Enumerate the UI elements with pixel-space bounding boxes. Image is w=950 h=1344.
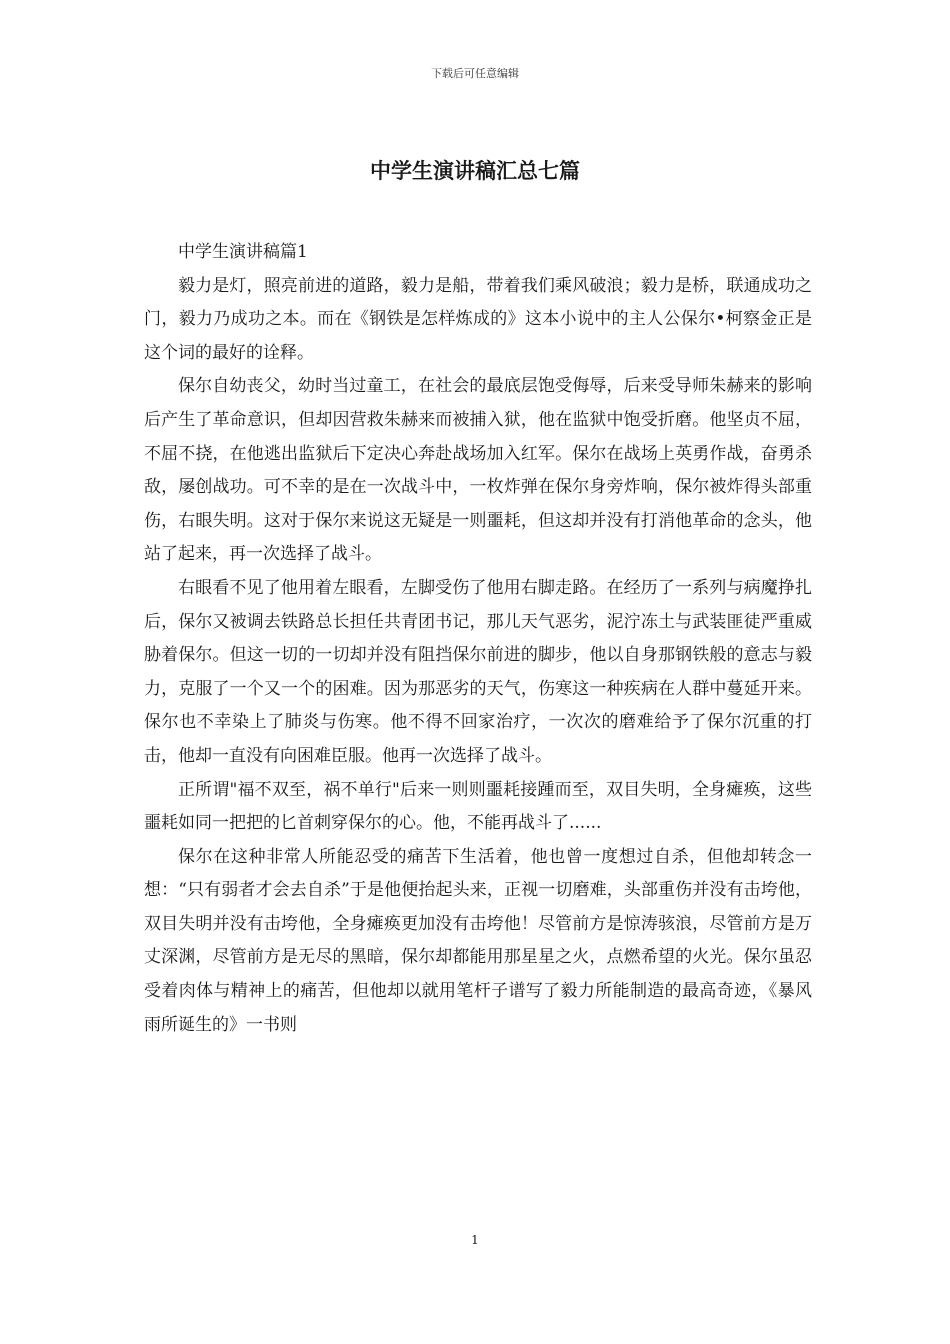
document-body — [144, 236, 812, 1042]
page-number: 1 — [471, 1233, 479, 1247]
paragraph: 正所谓"福不双至，祸不单行"后来一则则噩耗接踵而至，双目失明，全身瘫痪，这些噩耗如同一把把的匕首刺穿保尔的心。他，不能再战斗了...... — [144, 779, 812, 834]
document-title: 中学生演讲稿汇总七篇 — [370, 158, 580, 183]
paragraph: 毅力是灯，照亮前进的道路，毅力是船，带着我们乘风破浪；毅力是桥，联通成功之门，毅力乃成功之本。而在《钢铁是怎样炼成的》这本小说中的主人公保尔•柯察金正是这个词的最好的诠释。 — [144, 275, 812, 363]
paragraph: 保尔自幼丧父，幼时当过童工，在社会的最底层饱受侮辱，后来受导师朱赫来的影响后产生了革命意识，但却因营救朱赫来而被捕入狱，他在监狱中饱受折磨。他坚贞不屈，不屈不挠，在他逃出监狱后下定决心奔赴战场加入红军。保尔在战场上英勇作战，奋勇杀敌，屡创战功。可不幸的是在一次战斗中，一枚炸弹在保尔身旁炸响，保尔被炸得头部重伤，右眼失明。这对于保尔来说这无疑是一则噩耗，但这却并没有打消他革命的念头，他站了起来，再一次选择了战斗。 — [144, 376, 812, 565]
header-note: 下载后可任意编辑 — [431, 67, 519, 80]
paragraph: 保尔在这种非常人所能忍受的痛苦下生活着，他也曾一度想过自杀，但他却转念一想：“只有弱者才会去自杀”于是他便抬起头来，正视一切磨难，头部重伤并没有击垮他，双目失明并没有击垮他，全身瘫痪更加没有击垮他！尽管前方是惊涛骇浪，尽管前方是万丈深渊，尽管前方是无尽的黑暗，保尔却都能用那星星之火，点燃希望的火光。保尔虽忍受着肉体与精神上的痛苦，但他却以就用笔杆子谱写了毅力所能制造的最高奇迹，《暴风雨所诞生的》一书则 — [144, 846, 812, 1035]
section-heading: 中学生演讲稿篇1 — [178, 242, 308, 262]
paragraph: 右眼看不见了他用着左眼看，左脚受伤了他用右脚走路。在经历了一系列与病魔挣扎后，保尔又被调去铁路总长担任共青团书记，那儿天气恶劣，泥泞冻土与武装匪徒严重威胁着保尔。但这一切的一切却并没有阻挡保尔前进的脚步，他以自身那钢铁般的意志与毅力，克服了一个又一个的困难。因为那恶劣的天气，伤寒这一种疾病在人群中蔓延开来。保尔也不幸染上了肺炎与伤寒。他不得不回家治疗，一次次的磨难给予了保尔沉重的打击，他却一直没有向困难臣服。他再一次选择了战斗。 — [144, 577, 812, 766]
